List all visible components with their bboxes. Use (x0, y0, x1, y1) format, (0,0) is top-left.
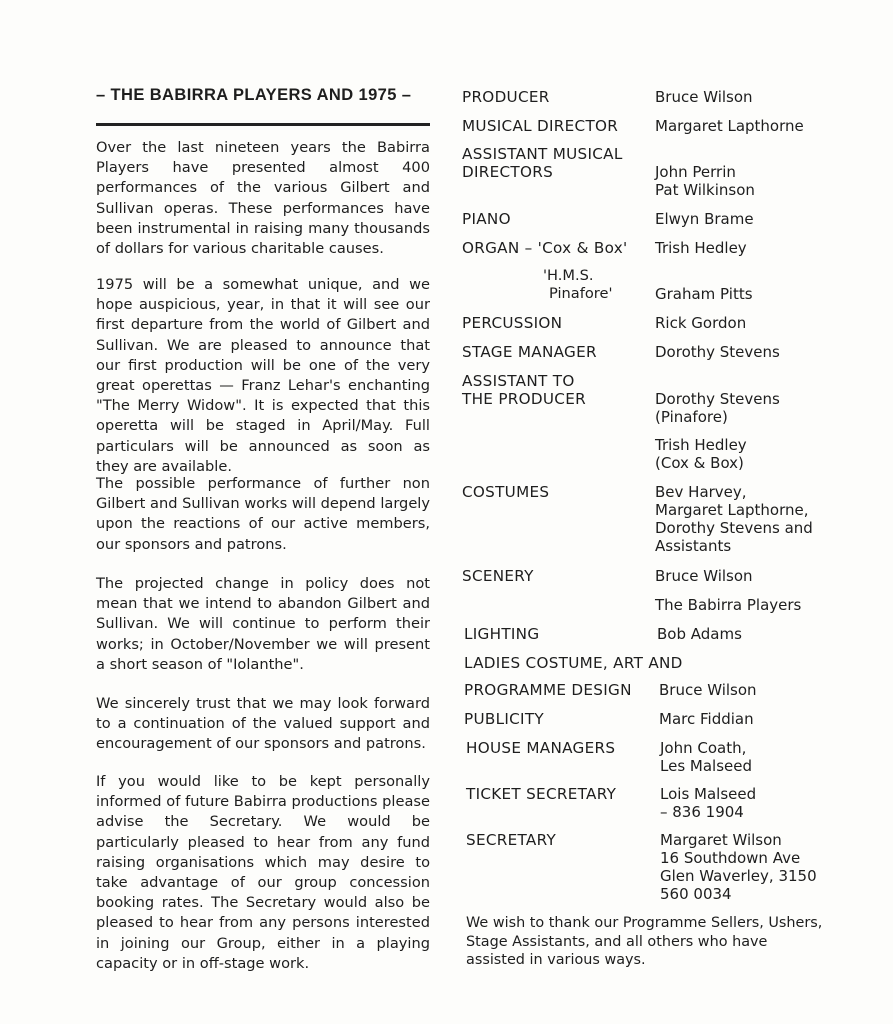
credit-value-secretary-2: 16 Southdown Ave (660, 849, 801, 867)
credit-label-costumes: COSTUMES (462, 483, 550, 501)
credit-value-assistant-producer-2a: Trish Hedley (655, 436, 747, 454)
credit-value-secretary-3: Glen Waverley, 3150 (660, 867, 817, 885)
credit-label-assistant-md-2: DIRECTORS (462, 163, 554, 181)
credit-label-stage-manager: STAGE MANAGER (462, 343, 597, 361)
paragraph-policy: The projected change in policy does not mean that we intend to abandon Gilbert and Sullivan. We will continue to perform their works; in October/November we will present a short season of "Iolanthe". (96, 575, 430, 673)
credit-label-house-managers: HOUSE MANAGERS (466, 739, 616, 757)
credit-value-secretary-4: 560 0034 (660, 885, 732, 903)
credit-value-costumes-1: Bev Harvey, (655, 483, 747, 501)
credit-label-hms-2: Pinafore' (549, 285, 613, 302)
credit-label-percussion: PERCUSSION (462, 314, 563, 332)
title-rule (96, 123, 430, 126)
credit-value-assistant-md-2: Pat Wilkinson (655, 181, 755, 199)
credit-label-secretary: SECRETARY (466, 831, 557, 849)
paragraph-contact: If you would like to be kept personally informed of future Babirra productions please advise the Secretary. We would be particularly pleased to hear from any fund raising organisations which may desire to take advantage of our group concession booking rates. The Secretary would also be pleased to hear from any persons interested in joining our Group, either in a playing capacity or in off-stage work. (96, 773, 430, 972)
credit-value-stage-manager: Dorothy Stevens (655, 343, 780, 361)
paragraph-support: We sincerely trust that we may look forward to a continuation of the valued support and encouragement of our sponsors and patrons. (96, 695, 430, 753)
credit-value-assistant-producer-1b: (Pinafore) (655, 408, 728, 426)
paragraph-1975: 1975 will be a somewhat unique, and we hope auspicious, year, in that it will see our first departure from the world of Gilbert and Sullivan. We are pleased to announce that our first production will be one of the very great operettas — Franz Lehar's enchanting "The Merry Widow". It is expected that this operetta will be staged in April/May. Full particulars will be announced as soon as they are available. (96, 276, 430, 475)
credit-label-assistant-producer-2: THE PRODUCER (462, 390, 586, 408)
paragraph-history: Over the last nineteen years the Babirra Players have presented almost 400 performances of the various Gilbert and Sullivan operas. These performances have been instrumental in raising many thousands of dollars for various charitable causes. (96, 139, 430, 258)
intro-column (96, 86, 436, 126)
credit-label-musical-director: MUSICAL DIRECTOR (462, 117, 619, 135)
credit-label-scenery: SCENERY (462, 567, 534, 585)
credit-label-programme-design: PROGRAMME DESIGN (464, 681, 632, 699)
page-title: – THE BABIRRA PLAYERS AND 1975 – (96, 86, 412, 104)
credit-value-ticket-2: – 836 1904 (660, 803, 744, 821)
credit-value-percussion: Rick Gordon (655, 314, 747, 332)
credit-value-publicity: Marc Fiddian (659, 710, 754, 728)
credit-value-costumes-2: Margaret Lapthorne, (655, 501, 809, 519)
credit-label-publicity: PUBLICITY (464, 710, 544, 728)
credit-value-assistant-producer-2b: (Cox & Box) (655, 454, 744, 472)
credit-label-piano: PIANO (462, 210, 511, 228)
credit-value-costumes-4: Assistants (655, 537, 732, 555)
credit-label-producer: PRODUCER (462, 88, 550, 106)
credit-value-organ-cox: Trish Hedley (655, 239, 747, 257)
credit-value-secretary-1: Margaret Wilson (660, 831, 782, 849)
credit-value-ticket-1: Lois Malseed (660, 785, 757, 803)
credit-value-house-2: Les Malseed (660, 757, 752, 775)
credit-value-producer: Bruce Wilson (655, 88, 753, 106)
credit-value-lighting: Bob Adams (657, 625, 742, 643)
credit-value-costumes-3: Dorothy Stevens and (655, 519, 813, 537)
credit-label-assistant-md: ASSISTANT MUSICAL (462, 145, 623, 163)
credit-value-organ-hms: Graham Pitts (655, 285, 753, 303)
credit-label-ticket-secretary: TICKET SECRETARY (466, 785, 617, 803)
paragraph-non-gs: The possible performance of further non Gilbert and Sullivan works will depend largely upon the reactions of our active members, our sponsors and patrons. (96, 475, 430, 553)
credit-label-organ: ORGAN – 'Cox & Box' (462, 239, 628, 257)
credit-value-scenery-2: The Babirra Players (655, 596, 802, 614)
credit-label-assistant-producer: ASSISTANT TO (462, 372, 575, 390)
credit-value-assistant-producer-1a: Dorothy Stevens (655, 390, 780, 408)
credit-value-scenery-1: Bruce Wilson (655, 567, 753, 585)
credit-value-programme-design: Bruce Wilson (659, 681, 757, 699)
credit-label-lighting: LIGHTING (464, 625, 540, 643)
credit-label-hms-1: 'H.M.S. (543, 267, 594, 284)
credit-value-musical-director: Margaret Lapthorne (655, 117, 804, 135)
credit-value-assistant-md-1: John Perrin (655, 163, 736, 181)
credit-value-piano: Elwyn Brame (655, 210, 754, 228)
credit-value-house-1: John Coath, (660, 739, 747, 757)
credit-label-ladies-costume: LADIES COSTUME, ART AND (464, 654, 683, 672)
thanks-note: We wish to thank our Programme Sellers, Ushers, Stage Assistants, and all others who have assisted in various ways. (466, 915, 823, 968)
